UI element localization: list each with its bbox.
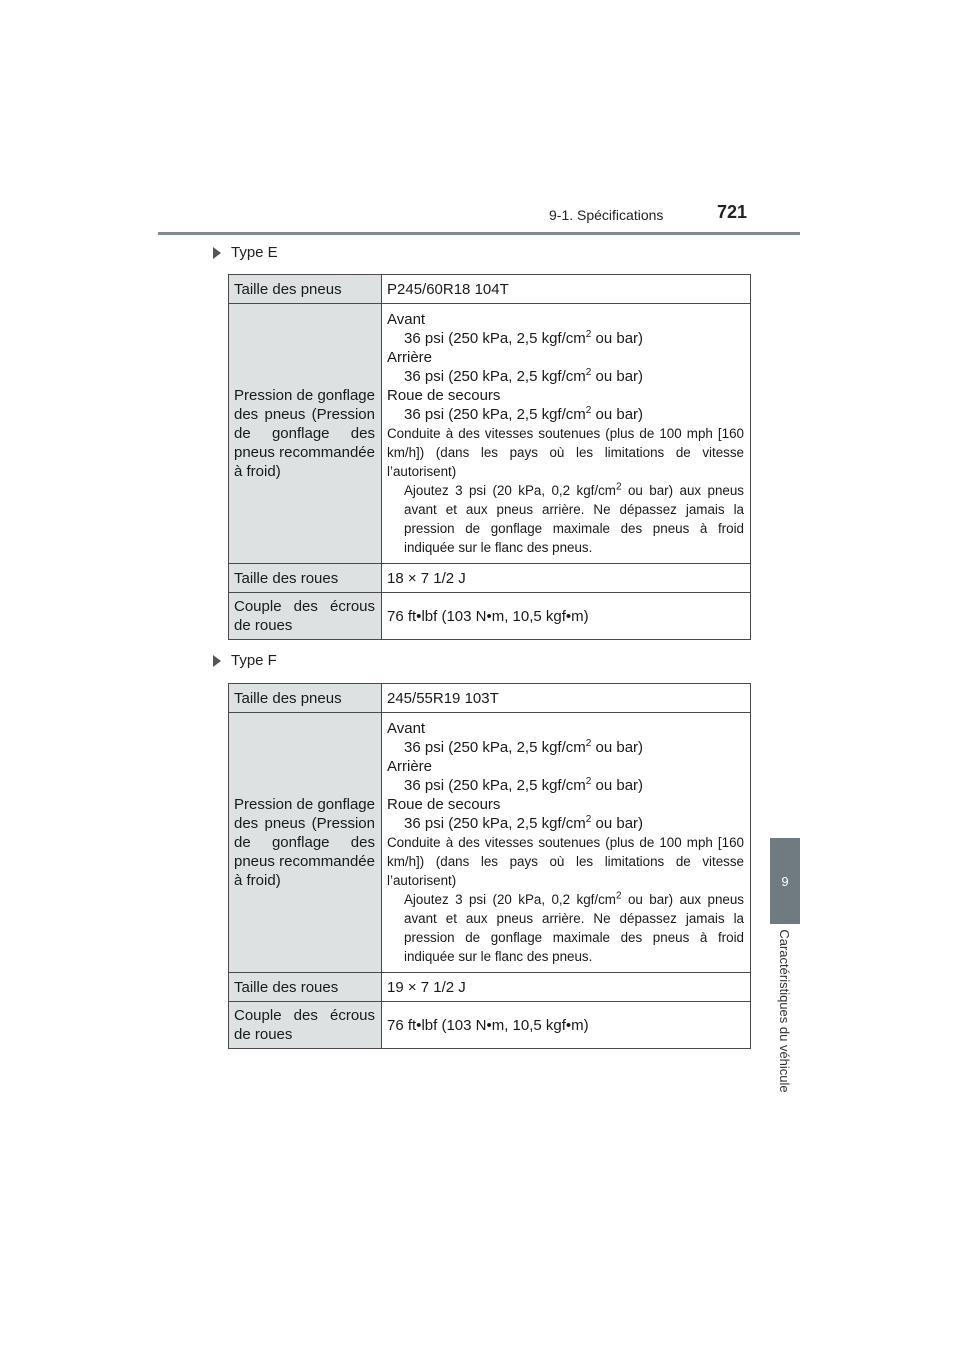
pressure-values — [382, 304, 751, 564]
front-value: 36 psi (250 kPa, 2,5 kgf/$cm^2$ ou bar) — [404, 738, 644, 756]
pressure-label: Pression de gonflage des pneus (Pression de gonflage des pneus recommandée à froid) — [229, 713, 382, 973]
rear-label: Arrière — [387, 349, 433, 366]
triangle-bullet-icon — [213, 247, 221, 259]
type-f-heading — [213, 652, 277, 669]
chapter-tab: 9 — [770, 838, 800, 924]
type-e-heading-label: Type E — [231, 244, 278, 261]
front-label: Avant — [387, 720, 426, 737]
spare-label: Roue de secours — [387, 796, 501, 813]
pressure-label: Pression de gonflage des pneus (Pression de gonflage des pneus recommandée à froid) — [229, 304, 382, 564]
lug-torque-label: Couple des écrous de roues — [229, 1002, 382, 1049]
front-label: Avant — [387, 311, 426, 328]
table-row — [229, 593, 751, 640]
spare-label: Roue de secours — [387, 387, 501, 404]
section-title: 9-1. Spécifications — [549, 207, 664, 223]
lug-torque-label: Couple des écrous de roues — [229, 593, 382, 640]
high-speed-condition: Conduite à des vitesses soutenues (plus de 100 mph [160 km/h]) (dans les pays où les limitations de vitesse l’autorisent) — [387, 426, 744, 479]
wheel-size-label: Taille des roues — [229, 973, 382, 1002]
table-row — [229, 684, 751, 713]
type-f-heading-label: Type F — [231, 652, 277, 669]
pressure-values — [382, 713, 751, 973]
table-row — [229, 713, 751, 973]
high-speed-note: Ajoutez 3 psi (20 kPa, 0,2 kgf/$cm^2$ ou bar) aux pneus avant et aux pneus arrière. Ne dépassez jamais la pression de gonflage maximale des pneus à froid indiquée sur le flanc des pneus. — [404, 890, 745, 964]
tire-size-label: Taille des pneus — [229, 684, 382, 713]
table-row — [229, 275, 751, 304]
lug-torque-value: 76 ft•lbf (103 N•m, 10,5 kgf•m) — [382, 1002, 751, 1049]
type-f-spec-table — [228, 683, 751, 1049]
high-speed-condition: Conduite à des vitesses soutenues (plus de 100 mph [160 km/h]) (dans les pays où les limitations de vitesse l’autorisent) — [387, 835, 744, 888]
high-speed-note: Ajoutez 3 psi (20 kPa, 0,2 kgf/$cm^2$ ou bar) aux pneus avant et aux pneus arrière. Ne dépassez jamais la pression de gonflage maximale des pneus à froid indiquée sur le flanc des pneus. — [404, 481, 745, 555]
spare-value: 36 psi (250 kPa, 2,5 kgf/$cm^2$ ou bar) — [404, 405, 644, 423]
front-value: 36 psi (250 kPa, 2,5 kgf/$cm^2$ ou bar) — [404, 329, 644, 347]
table-row — [229, 304, 751, 564]
tire-size-label: Taille des pneus — [229, 275, 382, 304]
type-e-spec-table — [228, 274, 751, 640]
header-divider — [158, 232, 800, 235]
rear-label: Arrière — [387, 758, 433, 775]
wheel-size-value: 18 × 7 1/2 J — [382, 564, 751, 593]
spare-value: 36 psi (250 kPa, 2,5 kgf/$cm^2$ ou bar) — [404, 814, 644, 832]
wheel-size-label: Taille des roues — [229, 564, 382, 593]
chapter-title: Caractéristiques du véhicule — [777, 929, 793, 1093]
triangle-bullet-icon — [213, 655, 221, 667]
table-row — [229, 973, 751, 1002]
rear-value: 36 psi (250 kPa, 2,5 kgf/$cm^2$ ou bar) — [404, 367, 644, 385]
page-number: 721 — [717, 202, 748, 222]
tire-size-value: P245/60R18 104T — [382, 275, 751, 304]
table-row — [229, 1002, 751, 1049]
rear-value: 36 psi (250 kPa, 2,5 kgf/$cm^2$ ou bar) — [404, 776, 644, 794]
table-row — [229, 564, 751, 593]
lug-torque-value: 76 ft•lbf (103 N•m, 10,5 kgf•m) — [382, 593, 751, 640]
wheel-size-value: 19 × 7 1/2 J — [382, 973, 751, 1002]
tire-size-value: 245/55R19 103T — [382, 684, 751, 713]
type-e-heading — [213, 244, 278, 261]
